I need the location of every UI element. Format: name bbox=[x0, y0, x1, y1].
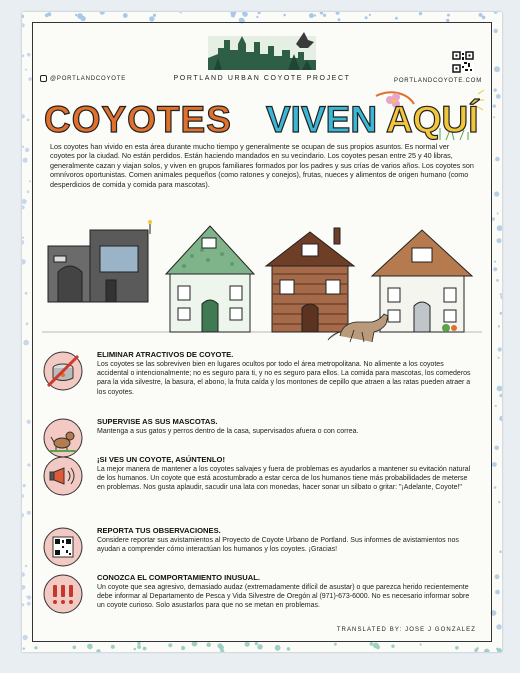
border-dot bbox=[181, 646, 185, 650]
border-dot bbox=[495, 157, 500, 162]
border-dot bbox=[168, 643, 172, 647]
border-dot bbox=[369, 14, 371, 16]
border-dot bbox=[376, 645, 380, 649]
border-dot bbox=[134, 648, 137, 651]
tip-title: ELIMINAR ATRACTIVOS DE COYOTE. bbox=[97, 350, 234, 359]
pet-food-can-icon bbox=[42, 350, 84, 392]
border-dot bbox=[22, 240, 24, 244]
border-dot bbox=[180, 12, 182, 13]
border-dot bbox=[494, 486, 497, 489]
border-dot bbox=[494, 66, 500, 72]
border-dot bbox=[482, 16, 484, 18]
border-dot bbox=[484, 649, 489, 652]
border-dot bbox=[73, 646, 77, 650]
flyer-sheet bbox=[22, 12, 502, 652]
border-dot bbox=[497, 648, 502, 652]
border-dot bbox=[111, 645, 115, 649]
border-dot bbox=[34, 646, 37, 649]
border-dot bbox=[26, 596, 28, 598]
border-dot bbox=[373, 643, 379, 649]
border-dot bbox=[492, 462, 497, 467]
border-dot bbox=[275, 645, 281, 651]
border-dot bbox=[499, 550, 502, 553]
border-dot bbox=[22, 585, 25, 590]
title-word-aqui: AQUÍ bbox=[386, 99, 479, 140]
border-dot bbox=[137, 642, 140, 645]
border-dot bbox=[334, 643, 337, 646]
border-dot bbox=[496, 279, 499, 282]
border-dot bbox=[258, 645, 262, 649]
border-dot bbox=[500, 296, 502, 299]
houses-illustration bbox=[42, 216, 482, 348]
border-dot bbox=[320, 12, 324, 15]
border-dot bbox=[137, 645, 141, 649]
border-dot bbox=[336, 12, 340, 15]
border-dot bbox=[80, 16, 85, 21]
border-dot bbox=[25, 148, 29, 152]
border-dot bbox=[255, 642, 258, 645]
border-dot bbox=[29, 180, 31, 182]
border-dot bbox=[22, 206, 25, 210]
border-dot bbox=[149, 16, 154, 21]
border-dot bbox=[498, 501, 500, 503]
border-dot bbox=[22, 603, 24, 606]
title-word-viven: VIVEN bbox=[266, 99, 378, 140]
border-dot bbox=[474, 648, 478, 652]
border-dot bbox=[496, 624, 501, 629]
border-dot bbox=[27, 420, 31, 424]
border-dot bbox=[493, 116, 495, 118]
page-title bbox=[40, 88, 484, 142]
border-dot bbox=[27, 602, 31, 606]
tip-text: Considere reportar sus avistamientos al Proyecto de Coyote Urbano de Portland. Sus informes de avistamientos nos ayudan a comprender cómo interactúan los humanos y los coyotes. ¡Gracias! bbox=[97, 537, 459, 554]
border-dot bbox=[87, 644, 93, 650]
border-dot bbox=[27, 53, 31, 57]
border-dot bbox=[499, 394, 502, 398]
border-dot bbox=[153, 14, 156, 17]
border-dot bbox=[497, 213, 499, 215]
border-dot bbox=[23, 647, 25, 649]
border-dot bbox=[494, 29, 498, 33]
border-dot bbox=[497, 357, 499, 359]
tip-text: Los coyotes se las sobreviven bien en lugares ocultos por todo el área metropolitana. No alimente a los coyotes accidental o intencionalmente; no es seguro para ti, y no es seguro para ellos. La comida para mascotas, los comederos para la vida silvestre, la basura, el abono, la fruta caída y los montones de cepillo que atraen a las ratas pueden atraer a los coyotes. bbox=[97, 361, 471, 396]
tip-title: REPORTA TUS OBSERVACIONES. bbox=[97, 526, 221, 535]
border-dot bbox=[476, 647, 479, 650]
border-dot bbox=[22, 54, 24, 57]
border-dot bbox=[420, 643, 422, 645]
border-dot bbox=[242, 12, 246, 15]
border-dot bbox=[256, 16, 258, 18]
brown-striped-house bbox=[266, 228, 354, 332]
border-dot bbox=[498, 325, 500, 327]
tip-text: La mejor manera de mantener a los coyotes salvajes y fuera de problemas es ayudarlos a mantener su evitación natural de los humanos. Un coyote que está acostumbrado a estar cerca de los humanos tiene más probabilidades de meterse en problemas. Nos gusta aplaudir, sacudir una lata con monedas, hacer sonar un silbato o gritar: "¡Adelante, Coyote!" bbox=[97, 466, 471, 492]
green-cottage bbox=[166, 226, 254, 332]
dog-pet-icon bbox=[42, 417, 84, 459]
border-dot bbox=[370, 642, 374, 646]
border-dot bbox=[287, 647, 291, 651]
city-skyline-logo bbox=[208, 30, 316, 72]
border-dot bbox=[219, 645, 224, 650]
border-dot bbox=[283, 14, 286, 17]
tip-title: ¡SI VES UN COYOTE, ASÚNTENLO! bbox=[97, 455, 225, 464]
border-dot bbox=[497, 225, 502, 231]
exclamation-icon bbox=[42, 573, 84, 615]
border-dot bbox=[497, 386, 502, 392]
border-dot bbox=[22, 199, 27, 204]
border-dot bbox=[27, 119, 30, 122]
border-dot bbox=[497, 238, 502, 243]
border-dot bbox=[75, 14, 77, 16]
border-dot bbox=[494, 261, 496, 263]
border-dot bbox=[479, 13, 483, 17]
border-dot bbox=[123, 13, 128, 18]
border-dot bbox=[391, 645, 394, 648]
social-handle-text: @PORTLANDCOYOTE bbox=[50, 75, 126, 82]
border-dot bbox=[495, 574, 500, 579]
border-dot bbox=[206, 642, 211, 647]
border-dot bbox=[494, 12, 498, 14]
border-dot bbox=[77, 13, 83, 19]
border-dot bbox=[494, 446, 499, 451]
megaphone-icon bbox=[42, 455, 84, 497]
tip-title: CONOZCA EL COMPORTAMIENTO INUSUAL. bbox=[97, 573, 260, 582]
border-dot bbox=[27, 595, 31, 599]
border-dot bbox=[231, 13, 235, 17]
website-link[interactable]: PORTLANDCOYOTE.COM bbox=[394, 78, 482, 84]
border-dot bbox=[27, 190, 30, 193]
border-dot bbox=[496, 94, 501, 99]
border-dot bbox=[257, 644, 262, 649]
border-dot bbox=[45, 13, 49, 17]
qr-code-icon bbox=[452, 51, 474, 73]
border-dot bbox=[28, 463, 31, 466]
border-dot bbox=[220, 649, 224, 652]
border-dot bbox=[323, 14, 326, 17]
tip-text: Mantenga a sus gatos y perros dentro de la casa, supervisados afuera o con correa. bbox=[97, 428, 359, 435]
border-dot bbox=[25, 69, 27, 71]
tip-text: Un coyote que sea agresivo, demasiado audaz (extremadamente difícil de asustar) o que parezca herido recientemente debe informar al Departamento de Pesca y Vida Silvestre de Oregón al (971)-673-6000. No es necesario informar sobre un coyote curioso. Solo asustarlos para que no se metan en problemas. bbox=[97, 584, 470, 610]
border-dot bbox=[494, 191, 499, 196]
border-dot bbox=[493, 267, 497, 271]
border-dot bbox=[495, 590, 500, 595]
border-dot bbox=[495, 405, 497, 407]
tip-title: SUPERVISE AS SUS MASCOTAS. bbox=[97, 417, 218, 426]
border-dot bbox=[500, 293, 502, 295]
border-dot bbox=[22, 114, 25, 118]
border-dot bbox=[27, 511, 31, 515]
border-dot bbox=[22, 259, 26, 264]
border-dot bbox=[498, 347, 502, 351]
border-dot bbox=[22, 15, 24, 19]
border-dot bbox=[22, 237, 24, 239]
border-dot bbox=[217, 643, 222, 648]
border-dot bbox=[243, 12, 248, 17]
border-dot bbox=[245, 642, 250, 647]
border-dot bbox=[309, 13, 314, 18]
border-dot bbox=[23, 484, 26, 487]
border-dot bbox=[23, 635, 28, 640]
border-dot bbox=[500, 312, 503, 315]
border-dot bbox=[143, 647, 147, 651]
border-dot bbox=[22, 494, 24, 498]
border-dot bbox=[230, 12, 236, 16]
border-dot bbox=[258, 12, 261, 14]
modern-dark-house bbox=[48, 220, 152, 302]
translator-credit: TRANSLATED BY: JOSE J GONZALEZ bbox=[336, 627, 476, 633]
border-dot bbox=[494, 88, 497, 91]
border-dot bbox=[96, 649, 100, 652]
border-dot bbox=[25, 292, 28, 295]
border-dot bbox=[493, 104, 496, 107]
border-dot bbox=[419, 12, 422, 15]
border-dot bbox=[100, 12, 105, 15]
border-dot bbox=[22, 145, 24, 148]
border-dot bbox=[314, 14, 316, 16]
border-dot bbox=[395, 17, 398, 20]
qr-code-icon bbox=[42, 526, 84, 568]
border-dot bbox=[26, 322, 29, 325]
border-dot bbox=[492, 217, 495, 220]
border-dot bbox=[25, 565, 27, 567]
border-dot bbox=[499, 416, 502, 421]
border-dot bbox=[23, 340, 29, 346]
org-name: PORTLAND URBAN COYOTE PROJECT bbox=[173, 75, 351, 82]
border-dot bbox=[23, 158, 28, 163]
border-dot bbox=[496, 648, 499, 651]
intro-paragraph: Los coyotes han vivido en esta área durante mucho tiempo y generalmente se ocupan de sus propios asuntos. Es normal ver coyotes por la ciudad. No están perdidos. Están haciendo mandados en su vecindario. Los coyotes pesan entre 25 y 40 libras, generalmente cazan y viajan solos, y viven en grupos familiares formados por los padres y sus crías de varios años. Los coyotes son omnívoros oportunistas. Comen animales pequeños (como ratones y conejos), frutas, nueces y alimentos de origen humano (como desperdicios de comida y comida para mascotas). bbox=[50, 142, 474, 189]
title-word-coyotes: COYOTES bbox=[44, 99, 232, 140]
border-dot bbox=[482, 16, 485, 19]
border-dot bbox=[22, 513, 24, 517]
border-dot bbox=[447, 14, 450, 17]
border-dot bbox=[22, 23, 25, 27]
border-dot bbox=[455, 646, 459, 650]
border-dot bbox=[365, 16, 368, 19]
border-dot bbox=[22, 572, 25, 576]
border-dot bbox=[47, 12, 51, 16]
border-dot bbox=[27, 464, 29, 466]
border-dot bbox=[338, 18, 341, 21]
